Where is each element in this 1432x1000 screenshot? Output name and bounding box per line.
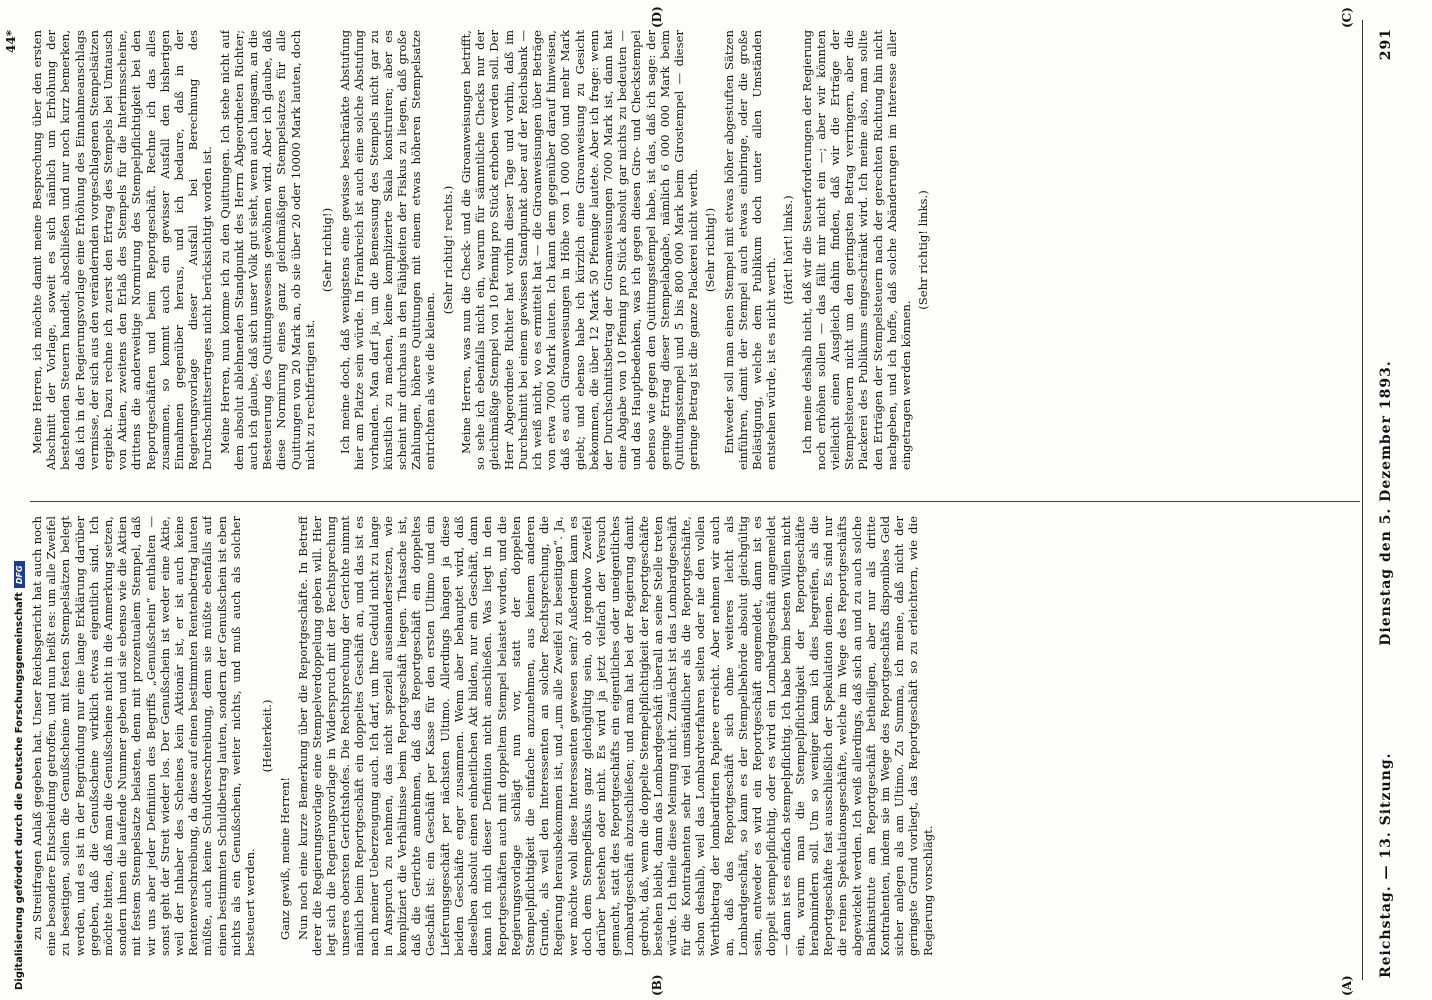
credit-text	[14, 561, 25, 990]
margin-mark-a: (A)	[1340, 975, 1354, 996]
credit-label: Digitalisierung gefördert durch die Deutsche Forschungsgemeinschaft	[14, 592, 25, 990]
digitization-credit	[2, 0, 25, 1000]
interjection: (Sehr richtig! rechts.)	[440, 185, 455, 315]
paragraph: Ich meine doch, daß wenigstens eine gewisse beschränkte Abstufung hier am Platze sein würde. In Frankreich ist auch eine solche Abstufung vorhanden. Man darf ja, um die Bemessung des Stempels nicht gar zu künstlich zu machen, keine komplizierte Skala konstruiren; aber es scheint mir durchaus in den Fähigkeiten der Fiskus zu liegen, daß große Zahlungen, höhere Quittungen mit einem etwas höheren Stempelsatze entrichten als wie die kleinen.	[338, 30, 438, 470]
paragraph: Meine Herren, ich möchte damit meine Besprechung über den ersten Abschnitt der Vorlage, soweit es sich nämlich um Erhöhung der bestehenden Steuern handelt, abschließen und nur noch kurz bemerken, daß ich in der Regierungsvorlage eine Erhöhung des Einnahmeanschlags vermisse, der sich aus den verändernden vorgeschlagenen Stempelsätzen ergiebt. Dazu rechne ich zuerst den Ertrag des Stempels bei Umtausch von Aktien, zweitens den Erlaß des Stempels für die Interimsscheine, drittens die anderweitige Normirung des Stempelpflichtigkeit bei den Reportgeschäften und beim Reportgeschäft. Rechne ich das alles zusammen, so kommt auch ein gewisser Ausfall den bisherigen Einnahmen gegenüber heraus, und ich bedaure, daß in der Regierungsvorlage dieser Ausfall bei Berechnung des Durchschnittsertrages nicht berücksichtigt worden ist.	[30, 30, 215, 470]
dfg-logo: DFG	[14, 561, 25, 588]
margin-mark-d: (D)	[650, 6, 664, 28]
interjection: (Sehr richtig!)	[320, 207, 335, 293]
header-date: Dienstag den 5. Dezember 1893.	[1378, 360, 1394, 646]
paragraph: Ich meine deshalb nicht, daß wir die Steuerforderungen der Regierung noch erhöhen sollen — das fällt mir nicht ein —; aber wir könnten vielleicht einen Ausgleich dahin finden, daß wir die Erträge der Stempelsteuern nicht um den geringsten Betrag verringern, aber die Plackerei des Publikums eingeschränkt wird. Ich meine also, man sollte den Erträgen der Stempelsteuern nach der gerechten Richtung hin nicht nachgeben, und ich hoffe, daß solche Abänderungen im Interesse aller eingetragen werden können.	[799, 30, 913, 470]
header-page-number: 291	[1378, 28, 1394, 61]
header-rule	[1362, 20, 1363, 980]
column-left	[30, 516, 1360, 956]
interjection: (Sehr richtig!)	[703, 207, 718, 293]
header-session: Reichstag. — 13. Sitzung.	[1378, 752, 1394, 978]
page-header	[1370, 28, 1410, 978]
interjection: (Sehr richtig! links.)	[916, 190, 931, 310]
interjection: (Heiterkeit.)	[260, 699, 275, 773]
column-right	[30, 30, 1360, 470]
page-signature: 44*	[4, 30, 18, 53]
paragraph: Ganz gewiß, meine Herren!	[278, 776, 293, 940]
column-divider	[30, 501, 1360, 502]
interjection: (Hört! hört! links.)	[781, 195, 796, 305]
paragraph: Nun noch eine kurze Bemerkung über die Reportgeschäfte. In Betreff derer die Regierungsvorlage eine Stempelverdoppelung geben will. Hier legt sich die Regierungsvorlage in Widerspruch mit der Rechtsprechung unseres obersten Gerichtshofes. Die Rechtsprechung der Gerichte nimmt nämlich beim Reportgeschäft ein doppeltes Geschäft an, und das ist es nach meiner Ueberzeugung auch. Ich darf, um Ihre Geduld nicht zu lange in Anspruch zu nehmen, das nicht speziell auseinandersetzen, wie kompliziert die Verhältnisse beim Reportgeschäft liegen. Thatsache ist, daß die Gerichte annehmen, daß das Reportgeschäft ein doppeltes Geschäft ist: ein Geschäft per Kasse für den ersten Ultimo und ein Lieferungsgeschäft per nächsten Ultimo. Allerdings hängen ja diese beiden Geschäfte enger zusammen. Wenn aber behauptet wird, daß dieselben absolut einen einheitlichen Akt bilden, nur ein Geschäft, dann kann ich mich dieser Definition nicht anschließen. Was liegt in den Reportgeschäften auch mit doppeltem Stempel belastet worden, und die Regierungsvorlage schlägt nun vor, statt der doppelten Stempelpflichtigkeit die einfache anzunehmen, aus keinem anderen Grunde, als weil den Interessenten an solcher Rechtsprechung, die Regierung herausbekommen ist, und „um alle Zweifel zu beseitigen“. Ja, wer möchte wohl diese Interessenten gewesen sein? Außerdem kann es doch dem Stempelfiskus ganz gleichgültig sein, ob irgendwo Zweifel darüber bestehen oder nicht. Es wird ja jetzt vielfach der Versuch gemacht, statt des Reportgeschäfts ein eigentliches oder uneigentliches Lombardgeschäft abzuschließen; und man hat bei der Regierung damit gedroht, daß, wenn die doppelte Stempelpflichtigkeit der Reportgeschäfte bestehen bleibt, dann das Lombardgeschäft überall an seine Stelle treten würde. Ich theile diese Meinung nicht. Zunächst ist das Lombardgeschäft für die Kontrahenten sehr viel umständlicher als die Reportgeschäfte, schon deshalb, weil das Lombardverfahren selten oder nie den vollen Werthbetrag der lombardirten Papiere erreicht. Aber nehmen wir auch an, daß das Reportgeschäft sich ohne weiteres leicht als Lombardgeschäft, so kann es der Stempelbehörde absolut gleichgültig sein, entweder es wird ein Reportgeschäft angemeldet, dann ist es doppelt stempelpflichtig, oder es wird ein Lombardgeschäft angemeldet — dann ist es einfach stempelpflichtig. Ich habe beim besten Willen nicht ein, warum man die Stempelpflichtigkeit der Reportgeschäfte herabmindern soll. Um so weniger kann ich dies begreifen, als die Reportgeschäfte fast ausschließlich der Spekulation dienen. Es sind nur die reinen Spekulationsgeschäfte, welche im Wege des Reportgeschäfts abgewickelt werden. Ich weiß allerdings, daß sich an und zu auch solche Bankinstitute am Reportgeschäft betheiligen, aber nur als dritte Kontrahenten, indem sie im Wege des Reportgeschäfts disponibles Geld sicher anlegen als am Ultimo. Zu Summa, ich meine, daß nicht der geringste Grund vorliegt, das Reportgeschäft so zu erleichtern, wie die Regierung vorschlägt.	[295, 516, 935, 956]
paragraph: Meine Herren, was nun die Check- und die Giroanweisungen betrifft, so sehe ich ebenfalls nicht ein, warum für sämmtliche Checks nur der gleichmäßige Stempel von 10 Pfennig pro Stück erhoben werden soll. Der Herr Abgeordnete Richter hat vorhin dieser Tage und vorhin, daß im Durchschnitt bei einem gewissen Standpunkt aber auf der Reichsbank — ich weiß nicht, wo es ermittelt hat — die Giroanweisungen über Beträge von etwa 7000 Mark lauten. Ich kann dem gegenüber darauf hinweisen, daß es auch Giroanweisungen in Höhe von 1 000 000 und mehr Mark giebt; und ebenso habe ich kürzlich eine Giroanweisung zu Gesicht bekommen, die über 12 Mark 50 Pfennige lautete. Aber ich frage: wenn der Durchschnittsbetrag der Giroanweisungen 7000 Mark ist, dann hat eine Abgabe von 10 Pfennig pro Stück absolut gar nichts zu bedeuten — und das Hauptbedenken, was ich gegen diesen Giro- und Checkstempel ebenso wie gegen den Quittungsstempel habe, ist das, daß ich sage: der geringe Ertrag dieser Stempelabgabe, nämlich 6 000 000 Mark beim Quittungsstempel und 5 bis 800 000 Mark beim Girostempel — dieser geringe Betrag ist die ganze Plackerei nicht werth.	[458, 30, 701, 470]
paragraph: zu Streitfragen Anlaß gegeben hat. Unser Reichsgericht hat auch noch eine besondere Entscheidung getroffen, und nun heißt es: um alle Zweifel zu beseitigen, sollen die Genußscheine mit festen Stempelsätzen belegt werden, und es ist in der Begründung nur eine lange Erklärung darüber gegeben, daß die Genußscheine wirklich etwas eigentlich sind. Ich möchte bitten, daß man die Genußscheine nicht in die Anmerkung setzen, sondern ihnen die laufende Nummer geben und sie ebenso wie die Aktien mit festem Stempelsatze belasten, denn mit prozentualem Stempel, daß wir uns aber jeder Definition des Begriffs „Genußschein“ enthalten — sonst geht der Streit wieder los. Der Genußschein ist weder eine Aktie, weil der Inhaber des Scheines kein Aktionär ist, er ist auch keine Rentenverschreibung, da diese auf einen bestimmten Rentenbetrag lauten müßte, auch keine Schuldverschreibung, denn sie müßte ebenfalls auf einen bestimmten Schuldbetrag lauten, sondern der Genußschein ist eben nichts als ein Genußschein, weiter nichts, und muß auch als solcher besteuert werden.	[30, 516, 258, 956]
margin-mark-c: (C)	[1340, 7, 1354, 28]
paragraph: Entweder soll man einen Stempel mit etwas höher abgestuften Sätzen einführen, damit der Stempel auch etwas einbringe, oder die große Belästigung, welche dem Publikum doch unter allen Umständen entstehen würde, ist es nicht werth.	[721, 30, 779, 470]
margin-mark-b: (B)	[650, 974, 664, 996]
paragraph: Meine Herren, nun komme ich zu den Quittungen. Ich stehe nicht auf dem absolut ablehnenden Standpunkt des Herrn Abgeordneten Richter; auch ich glaube, daß sich unser Volk gut sieht, wenn auch langsam, an die Besteuerung des Quittungswesens gewöhnen wird. Aber ich glaube, daß diese Normirung eines ganz gleichmäßigen Stempelsatzes für alle Quittungen von 20 Mark an, ob sie über 20 oder 10000 Mark lauten, doch nicht zu rechtfertigen ist.	[217, 30, 317, 470]
